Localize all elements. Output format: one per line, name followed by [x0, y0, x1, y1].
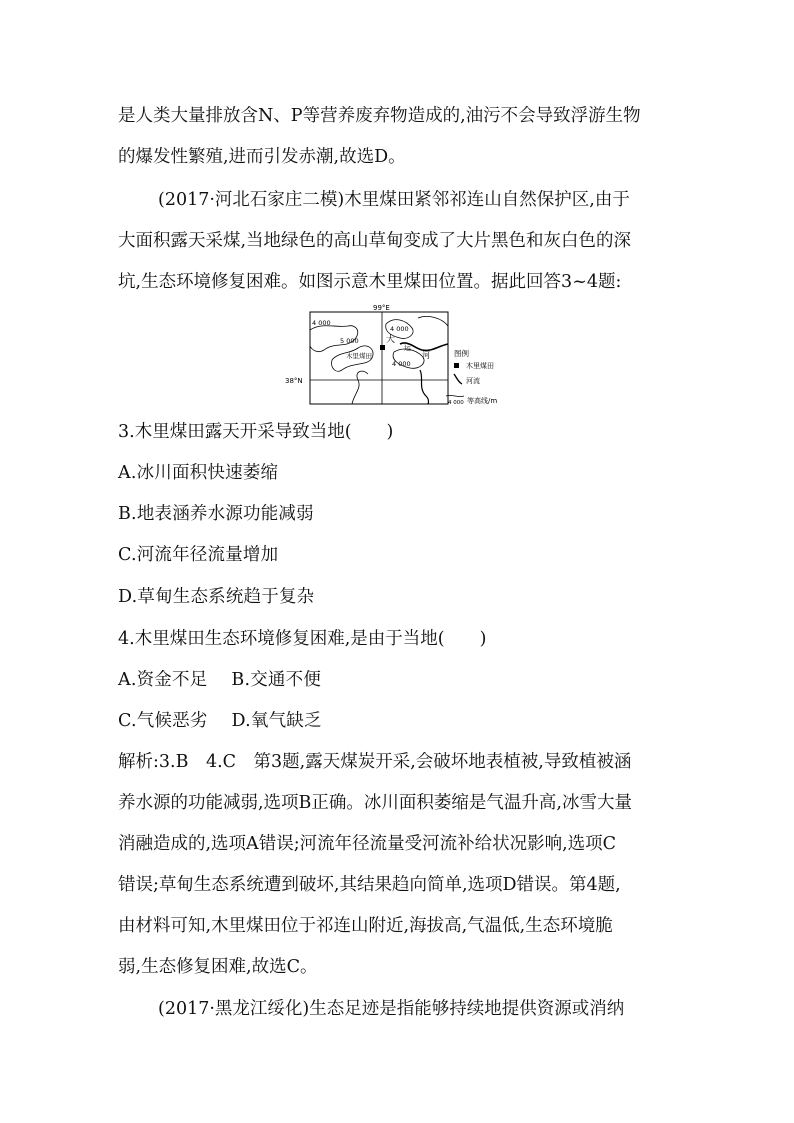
q3-option-b: B.地表涵养水源功能减弱	[118, 504, 314, 524]
contour-label: 4 000	[390, 325, 409, 333]
intro-line-3: 坑,生态环境修复困难。如图示意木里煤田位置。据此回答3~4题:	[118, 272, 622, 292]
legend-river-icon	[454, 374, 462, 384]
analysis-line-5: 由材料可知,木里煤田位于祁连山附近,海拔高,气温低,生态环境脆	[118, 916, 613, 936]
legend-contour-icon	[446, 395, 464, 396]
legend-contour-value: 4 000	[448, 400, 464, 406]
intro-line-2: 大面积露天采煤,当地绿色的高山草甸变成了大片黑色和灰白色的深	[118, 231, 632, 251]
river-char: 大	[386, 335, 396, 345]
analysis-line-1: 解析:3.B 4.C 第3题,露天煤炭开采,会破坏地表植被,导致植被涵	[118, 752, 632, 772]
lat-label: 38°N	[285, 377, 303, 385]
coalfield-marker-icon	[380, 345, 385, 350]
contour-lines	[310, 316, 448, 404]
q4-stem: 4.木里煤田生态环境修复困难,是由于当地( )	[118, 629, 487, 649]
analysis-line-2: 养水源的功能减弱,选项B正确。冰川面积萎缩是气温升高,冰雪大量	[118, 793, 632, 813]
q3-stem: 3.木里煤田露天开采导致当地( )	[118, 422, 394, 442]
river-char: 运	[404, 344, 411, 352]
q4-option-a: A.资金不足	[118, 670, 208, 690]
analysis-line-6: 弱,生态修复困难,故选C。	[118, 957, 318, 977]
map-legend	[446, 348, 497, 406]
river-char: 河	[422, 351, 430, 360]
coalfield-label: 木里煤田	[346, 352, 372, 360]
analysis-line-4: 错误;草甸生态系统遭到破坏,其结果趋向简单,选项D错误。第4题,	[118, 875, 621, 895]
river-branch	[420, 370, 429, 404]
contour-label: 5 000	[340, 337, 359, 345]
analysis-line-3: 消融造成的,选项A错误;河流年径流量受河流补给状况影响,选项C	[118, 834, 617, 854]
legend-contour-label: 等高线/m	[467, 397, 498, 405]
q4-options-row-1	[118, 668, 321, 692]
q3-option-a: A.冰川面积快速萎缩	[118, 463, 279, 483]
legend-coal-label: 木里煤田	[466, 362, 494, 370]
q4-option-c: C.气候恶劣	[118, 711, 208, 731]
legend-coal-icon	[454, 363, 459, 368]
intro-line-1: (2017·河北石家庄二模)木里煤田紧邻祁连山自然保护区,由于	[158, 190, 630, 210]
contour-label: 4 000	[312, 319, 331, 327]
q4-options-row-2	[118, 709, 322, 733]
q4-option-b: B.交通不便	[231, 670, 322, 690]
q4-option-d: D.氧气缺乏	[231, 711, 322, 731]
legend-title: 图例	[454, 349, 469, 358]
lon-label: 99°E	[373, 304, 390, 312]
contour-label: 4 000	[392, 360, 411, 368]
q3-option-d: D.草甸生态系统趋于复杂	[118, 587, 315, 607]
muli-coalfield-map	[282, 300, 522, 410]
prev-paragraph-line-1: 是人类大量排放含N、P等营养废弃物造成的,油污不会导致浮游生物	[118, 106, 641, 126]
prev-paragraph-line-2: 的爆发性繁殖,进而引发赤潮,故选D。	[118, 147, 406, 167]
next-intro-line-1: (2017·黑龙江绥化)生态足迹是指能够持续地提供资源或消纳	[158, 999, 625, 1019]
legend-river-label: 河流	[466, 377, 480, 385]
q3-option-c: C.河流年径流量增加	[118, 545, 279, 565]
